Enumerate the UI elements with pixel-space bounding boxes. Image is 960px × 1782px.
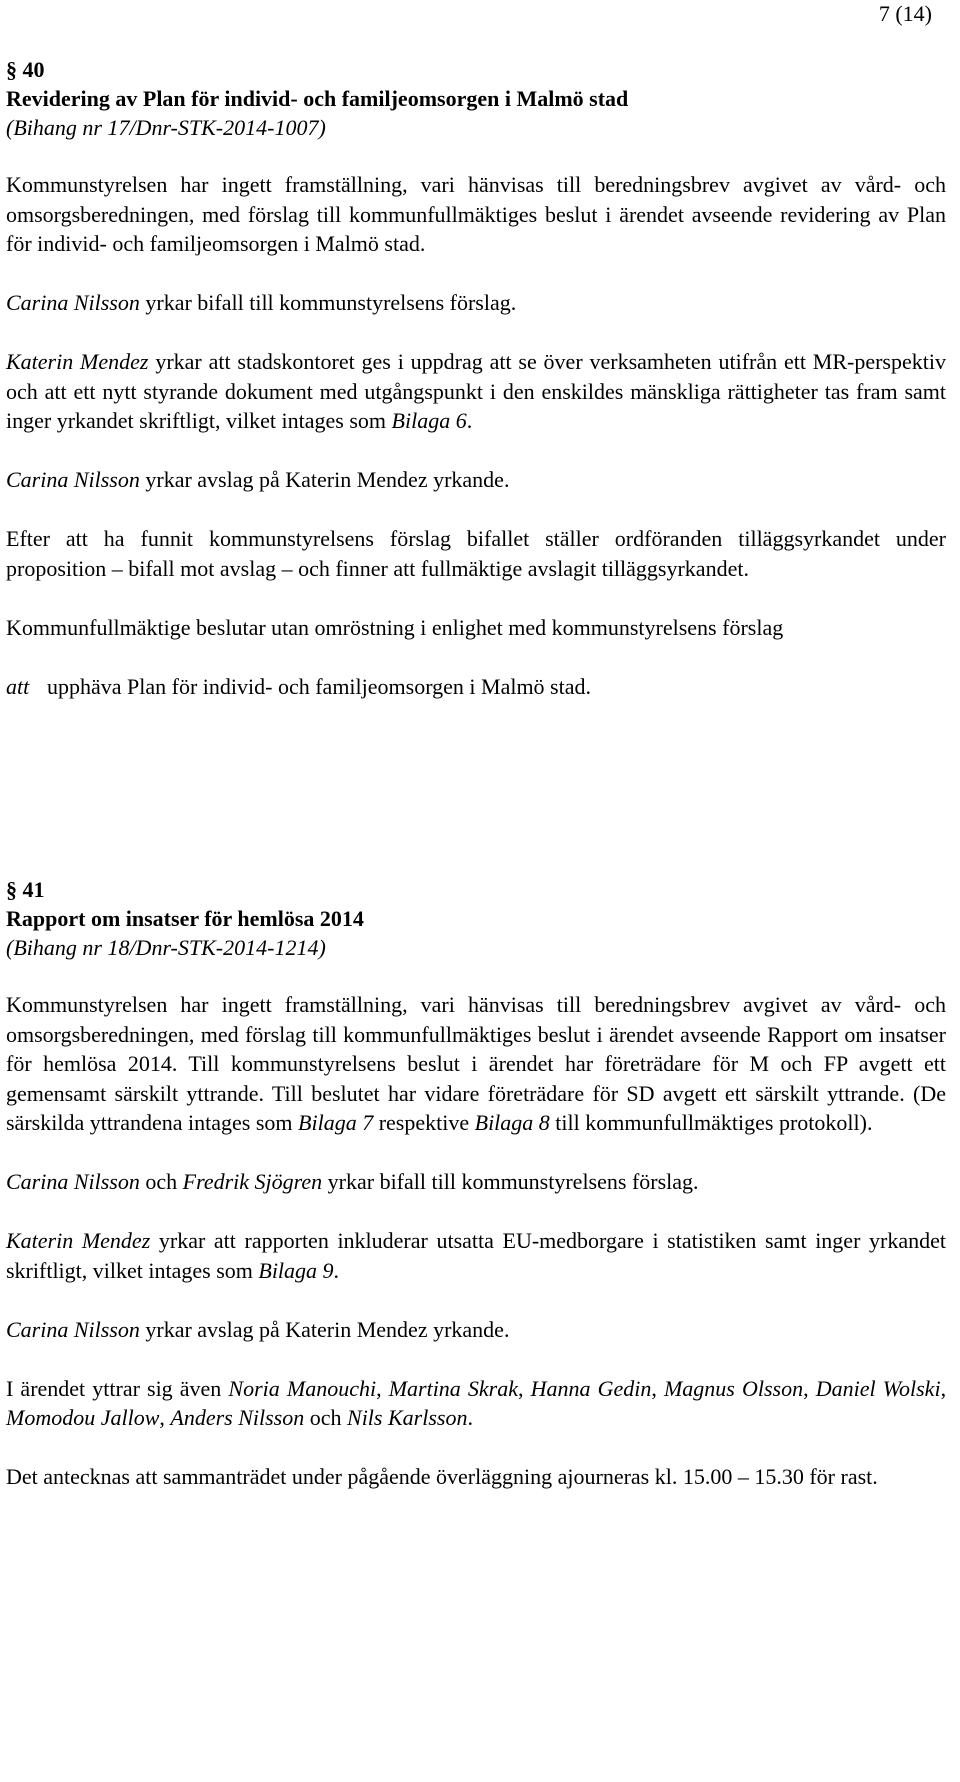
attachment-reference: Bilaga 6 bbox=[391, 408, 467, 433]
person-name: Carina Nilsson bbox=[6, 290, 140, 315]
person-name: Fredrik Sjögren bbox=[182, 1169, 323, 1194]
paragraph: Katerin Mendez yrkar att rapporten inkluderar utsatta EU-medborgare i statistiken samt inger yrkandet skriftligt, vilket intages som Bilaga 9. bbox=[6, 1228, 946, 1283]
decision-text: upphäva Plan för individ- och familjeomsorgen i Malmö stad. bbox=[47, 673, 591, 699]
paragraph: I ärendet yttrar sig även Noria Manouchi, Martina Skrak, Hanna Gedin, Magnus Olsson, Daniel Wolski, Momodou Jallow, Anders Nilsson och Nils Karlsson. bbox=[6, 1375, 947, 1430]
section-heading bbox=[6, 55, 946, 113]
paragraph: Kommunstyrelsen har ingett framställning, vari hänvisas till beredningsbrev avgivet av vård- och omsorgsberedningen, med förslag till kommunfullmäktiges beslut i ärendet avseende Rapport om insatser för hemlösa 2014. Till kommunstyrelsens beslut i ärendet har företrädare för M och FP avgett ett gemensamt särskilt yttrande. Till beslutet har vidare företrädare för SD avgett ett särskilt yttrande. (De särskilda yttrandena intages som Bilaga 7 respektive Bilaga 8 till kommunfullmäktiges protokoll). bbox=[6, 992, 946, 1135]
paragraph: Carina Nilsson yrkar avslag på Katerin Mendez yrkande. bbox=[6, 1316, 510, 1342]
paragraph: Carina Nilsson yrkar avslag på Katerin Mendez yrkande. bbox=[6, 467, 510, 492]
section-heading bbox=[6, 875, 946, 933]
paragraph: Kommunstyrelsen har ingett framställning, vari hänvisas till beredningsbrev avgivet av vård- och omsorgsberedningen, med förslag till kommunfullmäktiges beslut i ärendet avseende revidering av Plan för individ- och familjeomsorgen i Malmö stad. bbox=[6, 172, 946, 256]
person-name: Nils Karlsson bbox=[347, 1405, 468, 1430]
person-name: Martina Skrak bbox=[388, 1375, 518, 1401]
section-number: § 40 bbox=[6, 57, 45, 82]
section-title: Revidering av Plan för individ- och familjeomsorgen i Malmö stad bbox=[6, 86, 629, 111]
section-40 bbox=[6, 55, 946, 701]
attachment-reference: Bilaga 8 bbox=[474, 1110, 550, 1135]
paragraph: Carina Nilsson yrkar bifall till kommunstyrelsens förslag. bbox=[6, 290, 517, 315]
decision-clause bbox=[6, 672, 946, 702]
paragraph: Kommunfullmäktige beslutar utan omröstning i enlighet med kommunstyrelsens förslag bbox=[6, 614, 784, 640]
person-name: Carina Nilsson bbox=[6, 1316, 140, 1342]
person-name: Momodou Jallow bbox=[6, 1405, 160, 1430]
person-name: Anders Nilsson bbox=[170, 1405, 305, 1430]
section-title: Rapport om insatser för hemlösa 2014 bbox=[6, 906, 364, 931]
decision-att: att bbox=[6, 673, 30, 699]
attachment-reference: Bilaga 9 bbox=[258, 1257, 334, 1283]
person-name: Daniel Wolski bbox=[815, 1375, 941, 1401]
section-reference: (Bihang nr 18/Dnr-STK-2014-1214) bbox=[6, 935, 326, 960]
person-name: Noria Manouchi bbox=[228, 1375, 377, 1401]
person-name: Magnus Olsson bbox=[663, 1375, 804, 1401]
attachment-reference: Bilaga 7 bbox=[298, 1110, 374, 1135]
section-41 bbox=[6, 875, 946, 1492]
section-reference: (Bihang nr 17/Dnr-STK-2014-1007) bbox=[6, 115, 326, 140]
person-name: Katerin Mendez bbox=[6, 1228, 151, 1253]
person-name: Hanna Gedin bbox=[530, 1375, 652, 1401]
person-name: Carina Nilsson bbox=[6, 467, 140, 492]
paragraph: Carina Nilsson och Fredrik Sjögren yrkar bifall till kommunstyrelsens förslag. bbox=[6, 1169, 699, 1194]
page-number: 7 (14) bbox=[878, 1, 932, 26]
paragraph: Katerin Mendez yrkar att stadskontoret ges i uppdrag att se över verksamheten utifrån ett MR-perspektiv och att ett nytt styrande dokument med utgångspunkt i den enskildes mänskliga rättigheter tas fram samt inger yrkandet skriftligt, vilket intages som Bilaga 6. bbox=[6, 349, 946, 433]
paragraph: Det antecknas att sammanträdet under pågående överläggning ajourneras kl. 15.00 – 15.30 för rast. bbox=[6, 1464, 878, 1489]
person-name: Carina Nilsson bbox=[6, 1169, 140, 1194]
person-name: Katerin Mendez bbox=[6, 349, 149, 374]
paragraph: Efter att ha funnit kommunstyrelsens förslag bifallet ställer ordföranden tilläggsyrkandet under proposition – bifall mot avslag – och finner att fullmäktige avslagit tilläggsyrkandet. bbox=[6, 526, 946, 581]
section-number: § 41 bbox=[6, 877, 45, 902]
